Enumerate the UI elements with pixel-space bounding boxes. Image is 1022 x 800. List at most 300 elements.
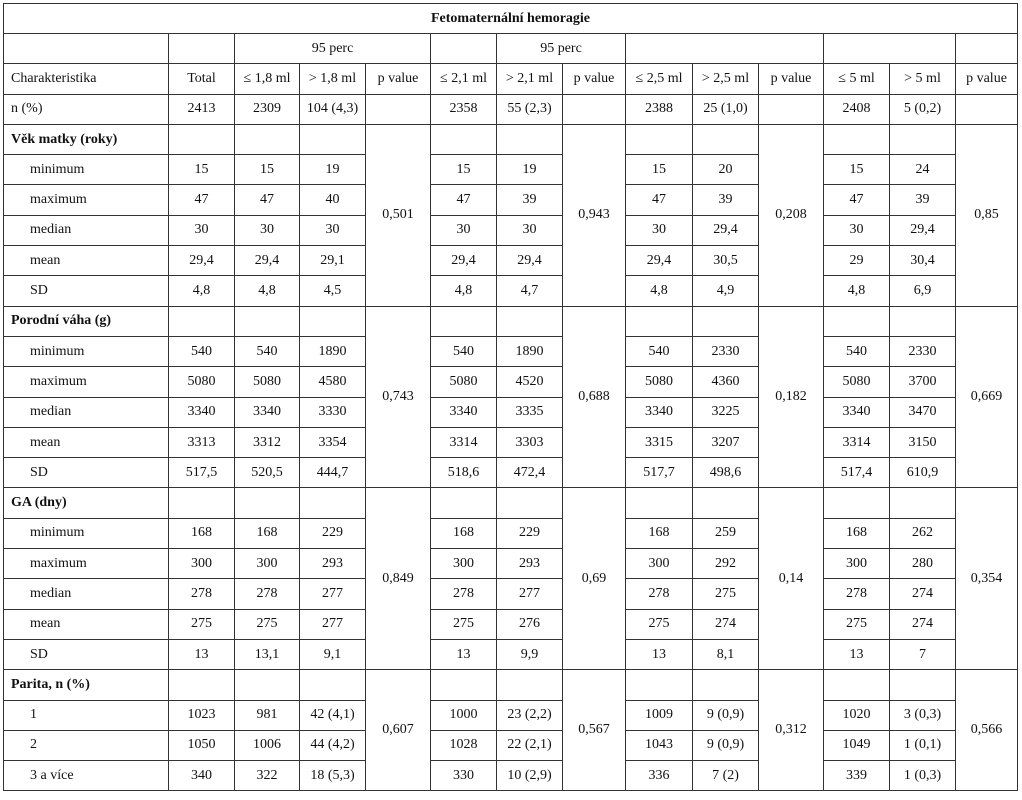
data-cell: 7: [890, 639, 956, 669]
data-cell: 4580: [300, 367, 366, 397]
data-cell: 336: [626, 761, 693, 791]
data-cell: 1890: [497, 336, 563, 366]
data-cell: 3340: [626, 397, 693, 427]
row-label: SD: [4, 276, 169, 306]
p-value-cell: 0,566: [956, 670, 1018, 791]
column-header: p value: [759, 64, 824, 94]
empty-cell: [693, 124, 759, 154]
empty-cell: [890, 670, 956, 700]
empty-cell: [626, 670, 693, 700]
data-cell: 277: [497, 579, 563, 609]
empty-cell: [169, 124, 235, 154]
p-value-cell: 0,354: [956, 488, 1018, 670]
data-cell: 275: [235, 609, 300, 639]
data-cell: 15: [235, 155, 300, 185]
column-header: p value: [366, 64, 431, 94]
data-cell: 1049: [824, 730, 890, 760]
data-cell: 19: [497, 155, 563, 185]
data-cell: 39: [693, 185, 759, 215]
data-cell: 5080: [235, 367, 300, 397]
data-cell: 13: [169, 639, 235, 669]
data-cell: 540: [431, 336, 497, 366]
group-header-95-perc: 95 perc: [235, 34, 431, 64]
p-value-cell: 0,85: [956, 124, 1018, 306]
empty-cell: [890, 124, 956, 154]
row-label: mean: [4, 427, 169, 457]
data-cell: 3340: [431, 397, 497, 427]
empty-cell: [235, 488, 300, 518]
data-cell: 3340: [169, 397, 235, 427]
data-cell: [563, 94, 626, 124]
data-cell: 4,9: [693, 276, 759, 306]
data-cell: 3 (0,3): [890, 700, 956, 730]
table-row: [4, 761, 1018, 791]
data-cell: 3150: [890, 427, 956, 457]
table-row: [4, 458, 1018, 488]
data-cell: 3354: [300, 427, 366, 457]
data-cell: 15: [824, 155, 890, 185]
p-value-cell: 0,208: [759, 124, 824, 306]
data-cell: 44 (4,2): [300, 730, 366, 760]
table-row: [4, 427, 1018, 457]
data-cell: 2330: [693, 336, 759, 366]
data-cell: 340: [169, 761, 235, 791]
data-cell: 444,7: [300, 458, 366, 488]
data-cell: 3335: [497, 397, 563, 427]
data-cell: 3312: [235, 427, 300, 457]
empty-cell: [824, 306, 890, 336]
data-cell: 168: [431, 518, 497, 548]
data-cell: 1023: [169, 700, 235, 730]
data-cell: 9 (0,9): [693, 730, 759, 760]
empty-cell: [497, 670, 563, 700]
column-header: p value: [563, 64, 626, 94]
empty-cell: [169, 670, 235, 700]
data-cell: 18 (5,3): [300, 761, 366, 791]
row-label: maximum: [4, 549, 169, 579]
group-header-blank: [956, 34, 1018, 64]
empty-cell: [431, 670, 497, 700]
data-cell: 1020: [824, 700, 890, 730]
data-cell: 277: [300, 579, 366, 609]
empty-cell: [693, 670, 759, 700]
data-cell: 30,4: [890, 246, 956, 276]
table-row: [4, 518, 1018, 548]
data-cell: 4,8: [169, 276, 235, 306]
data-cell: 540: [824, 336, 890, 366]
data-cell: 292: [693, 549, 759, 579]
data-cell: 1006: [235, 730, 300, 760]
column-header: ≤ 1,8 ml: [235, 64, 300, 94]
data-cell: 229: [497, 518, 563, 548]
data-cell: 30: [300, 215, 366, 245]
data-cell: 29,4: [890, 215, 956, 245]
data-cell: 8,1: [693, 639, 759, 669]
n-row: [4, 94, 1018, 124]
data-cell: 30: [169, 215, 235, 245]
data-cell: 275: [693, 579, 759, 609]
column-header: ≤ 2,5 ml: [626, 64, 693, 94]
data-cell: 6,9: [890, 276, 956, 306]
table-row: [4, 155, 1018, 185]
data-cell: 274: [890, 579, 956, 609]
data-cell: 498,6: [693, 458, 759, 488]
data-cell: 29,1: [300, 246, 366, 276]
empty-cell: [235, 124, 300, 154]
data-cell: 3700: [890, 367, 956, 397]
row-label: median: [4, 579, 169, 609]
data-cell: 168: [824, 518, 890, 548]
column-header: ≤ 5 ml: [824, 64, 890, 94]
p-value-cell: 0,849: [366, 488, 431, 670]
table-row: [4, 367, 1018, 397]
p-value-cell: 0,688: [563, 306, 626, 488]
section-header-row: [4, 124, 1018, 154]
data-cell: 540: [235, 336, 300, 366]
data-cell: 1000: [431, 700, 497, 730]
data-cell: 1890: [300, 336, 366, 366]
data-cell: 29,4: [235, 246, 300, 276]
section-header-row: [4, 306, 1018, 336]
data-cell: 3470: [890, 397, 956, 427]
column-header: ≤ 2,1 ml: [431, 64, 497, 94]
section-header-row: [4, 670, 1018, 700]
row-label: maximum: [4, 367, 169, 397]
empty-cell: [300, 670, 366, 700]
data-cell: 168: [169, 518, 235, 548]
data-cell: 4,5: [300, 276, 366, 306]
data-cell: 274: [890, 609, 956, 639]
data-cell: 3314: [824, 427, 890, 457]
empty-cell: [626, 124, 693, 154]
data-cell: 104 (4,3): [300, 94, 366, 124]
table-row: [4, 215, 1018, 245]
data-cell: 610,9: [890, 458, 956, 488]
data-cell: 2358: [431, 94, 497, 124]
data-cell: 278: [824, 579, 890, 609]
data-cell: 4,8: [626, 276, 693, 306]
table-row: [4, 246, 1018, 276]
row-label: SD: [4, 458, 169, 488]
table-row: [4, 549, 1018, 579]
data-cell: 3303: [497, 427, 563, 457]
data-cell: 278: [235, 579, 300, 609]
p-value-cell: 0,312: [759, 670, 824, 791]
data-cell: 23 (2,2): [497, 700, 563, 730]
data-cell: 42 (4,1): [300, 700, 366, 730]
empty-cell: [890, 306, 956, 336]
data-cell: 540: [169, 336, 235, 366]
empty-cell: [693, 488, 759, 518]
empty-cell: [235, 306, 300, 336]
section-label: GA (dny): [4, 488, 169, 518]
data-cell: 5080: [824, 367, 890, 397]
data-cell: 518,6: [431, 458, 497, 488]
data-cell: 262: [890, 518, 956, 548]
data-cell: 29,4: [169, 246, 235, 276]
data-cell: 981: [235, 700, 300, 730]
data-cell: 29,4: [431, 246, 497, 276]
data-cell: 330: [431, 761, 497, 791]
group-header-blank: [431, 34, 497, 64]
data-cell: 47: [431, 185, 497, 215]
data-cell: [759, 94, 824, 124]
empty-cell: [626, 306, 693, 336]
title-row: [4, 4, 1018, 34]
data-cell: 4520: [497, 367, 563, 397]
data-cell: 13: [824, 639, 890, 669]
data-cell: 39: [497, 185, 563, 215]
column-header: > 5 ml: [890, 64, 956, 94]
data-cell: 20: [693, 155, 759, 185]
data-cell: 517,4: [824, 458, 890, 488]
data-cell: 15: [431, 155, 497, 185]
fetomaternal-hemorrhage-table: [3, 3, 1018, 791]
data-cell: 4,8: [235, 276, 300, 306]
data-cell: 278: [626, 579, 693, 609]
data-cell: 13: [626, 639, 693, 669]
empty-cell: [693, 306, 759, 336]
data-cell: 1009: [626, 700, 693, 730]
data-cell: 47: [235, 185, 300, 215]
data-cell: 275: [169, 609, 235, 639]
data-cell: 293: [300, 549, 366, 579]
table-row: [4, 336, 1018, 366]
data-cell: 339: [824, 761, 890, 791]
data-cell: 3314: [431, 427, 497, 457]
data-cell: 322: [235, 761, 300, 791]
row-label: n (%): [4, 94, 169, 124]
data-cell: 2413: [169, 94, 235, 124]
row-label: 1: [4, 700, 169, 730]
p-value-cell: 0,567: [563, 670, 626, 791]
table-row: [4, 579, 1018, 609]
data-cell: 3330: [300, 397, 366, 427]
data-cell: 3340: [235, 397, 300, 427]
column-header: > 1,8 ml: [300, 64, 366, 94]
row-label: maximum: [4, 185, 169, 215]
data-cell: 1043: [626, 730, 693, 760]
data-cell: 15: [169, 155, 235, 185]
table-row: [4, 276, 1018, 306]
data-cell: 2330: [890, 336, 956, 366]
data-cell: 47: [169, 185, 235, 215]
data-cell: 24: [890, 155, 956, 185]
data-cell: 25 (1,0): [693, 94, 759, 124]
data-cell: 30: [497, 215, 563, 245]
empty-cell: [169, 306, 235, 336]
p-value-cell: 0,501: [366, 124, 431, 306]
data-cell: 9 (0,9): [693, 700, 759, 730]
data-cell: 1050: [169, 730, 235, 760]
data-cell: 520,5: [235, 458, 300, 488]
group-header-blank: [824, 34, 956, 64]
empty-cell: [824, 670, 890, 700]
row-label: minimum: [4, 336, 169, 366]
empty-cell: [824, 488, 890, 518]
table-row: [4, 609, 1018, 639]
data-cell: 3313: [169, 427, 235, 457]
group-header-blank: [169, 34, 235, 64]
row-label: median: [4, 215, 169, 245]
group-header-blank: [626, 34, 824, 64]
data-cell: 1 (0,1): [890, 730, 956, 760]
data-cell: 275: [431, 609, 497, 639]
empty-cell: [169, 488, 235, 518]
data-cell: 30: [235, 215, 300, 245]
data-cell: 278: [431, 579, 497, 609]
empty-cell: [626, 488, 693, 518]
group-header-row: [4, 34, 1018, 64]
column-header: Charakteristika: [4, 64, 169, 94]
data-cell: 300: [169, 549, 235, 579]
data-cell: 293: [497, 549, 563, 579]
p-value-cell: 0,182: [759, 306, 824, 488]
data-cell: 29: [824, 246, 890, 276]
row-label: median: [4, 397, 169, 427]
data-cell: [956, 94, 1018, 124]
data-cell: 4360: [693, 367, 759, 397]
data-cell: 5080: [169, 367, 235, 397]
group-header-95-perc: 95 perc: [497, 34, 626, 64]
data-cell: 4,8: [824, 276, 890, 306]
row-label: mean: [4, 246, 169, 276]
data-cell: 22 (2,1): [497, 730, 563, 760]
data-cell: 1 (0,3): [890, 761, 956, 791]
section-label: Porodní váha (g): [4, 306, 169, 336]
empty-cell: [300, 124, 366, 154]
table-row: [4, 185, 1018, 215]
data-cell: [366, 94, 431, 124]
data-cell: 30: [824, 215, 890, 245]
data-cell: 19: [300, 155, 366, 185]
data-cell: 47: [824, 185, 890, 215]
table-row: [4, 639, 1018, 669]
data-cell: 275: [824, 609, 890, 639]
data-cell: 5080: [626, 367, 693, 397]
data-cell: 55 (2,3): [497, 94, 563, 124]
empty-cell: [431, 488, 497, 518]
data-cell: 15: [626, 155, 693, 185]
data-cell: 3315: [626, 427, 693, 457]
empty-cell: [431, 306, 497, 336]
empty-cell: [300, 306, 366, 336]
data-cell: 5080: [431, 367, 497, 397]
column-header-row: [4, 64, 1018, 94]
data-cell: 472,4: [497, 458, 563, 488]
table-title: Fetomaternální hemoragie: [4, 4, 1018, 34]
data-cell: 47: [626, 185, 693, 215]
row-label: minimum: [4, 155, 169, 185]
data-cell: 300: [824, 549, 890, 579]
data-cell: 280: [890, 549, 956, 579]
column-header: > 2,1 ml: [497, 64, 563, 94]
empty-cell: [235, 670, 300, 700]
data-cell: 4,7: [497, 276, 563, 306]
data-cell: 30,5: [693, 246, 759, 276]
data-cell: 278: [169, 579, 235, 609]
data-cell: 3225: [693, 397, 759, 427]
data-cell: 5 (0,2): [890, 94, 956, 124]
empty-cell: [497, 124, 563, 154]
data-cell: 4,8: [431, 276, 497, 306]
data-cell: 274: [693, 609, 759, 639]
p-value-cell: 0,14: [759, 488, 824, 670]
column-header: > 2,5 ml: [693, 64, 759, 94]
data-cell: 10 (2,9): [497, 761, 563, 791]
data-cell: 1028: [431, 730, 497, 760]
empty-cell: [890, 488, 956, 518]
data-cell: 2388: [626, 94, 693, 124]
data-cell: 3207: [693, 427, 759, 457]
empty-cell: [497, 306, 563, 336]
data-cell: 275: [626, 609, 693, 639]
data-cell: 540: [626, 336, 693, 366]
data-cell: 9,9: [497, 639, 563, 669]
p-value-cell: 0,69: [563, 488, 626, 670]
data-cell: 300: [626, 549, 693, 579]
column-header: p value: [956, 64, 1018, 94]
row-label: 2: [4, 730, 169, 760]
data-cell: 13: [431, 639, 497, 669]
section-label: Parita, n (%): [4, 670, 169, 700]
empty-cell: [824, 124, 890, 154]
row-label: mean: [4, 609, 169, 639]
data-cell: 517,5: [169, 458, 235, 488]
data-cell: 300: [431, 549, 497, 579]
data-cell: 229: [300, 518, 366, 548]
table-row: [4, 730, 1018, 760]
column-header: Total: [169, 64, 235, 94]
group-header-blank: [4, 34, 169, 64]
p-value-cell: 0,607: [366, 670, 431, 791]
data-cell: 30: [431, 215, 497, 245]
row-label: 3 a více: [4, 761, 169, 791]
data-cell: 9,1: [300, 639, 366, 669]
data-cell: 29,4: [626, 246, 693, 276]
data-cell: 30: [626, 215, 693, 245]
section-label: Věk matky (roky): [4, 124, 169, 154]
p-value-cell: 0,669: [956, 306, 1018, 488]
data-cell: 517,7: [626, 458, 693, 488]
empty-cell: [300, 488, 366, 518]
data-cell: 7 (2): [693, 761, 759, 791]
data-cell: 2408: [824, 94, 890, 124]
table-row: [4, 397, 1018, 427]
data-cell: 276: [497, 609, 563, 639]
p-value-cell: 0,743: [366, 306, 431, 488]
data-cell: 3340: [824, 397, 890, 427]
p-value-cell: 0,943: [563, 124, 626, 306]
row-label: minimum: [4, 518, 169, 548]
table-row: [4, 700, 1018, 730]
section-header-row: [4, 488, 1018, 518]
data-cell: 277: [300, 609, 366, 639]
data-cell: 2309: [235, 94, 300, 124]
row-label: SD: [4, 639, 169, 669]
empty-cell: [497, 488, 563, 518]
data-cell: 29,4: [497, 246, 563, 276]
data-cell: 39: [890, 185, 956, 215]
data-cell: 168: [626, 518, 693, 548]
data-cell: 40: [300, 185, 366, 215]
data-cell: 259: [693, 518, 759, 548]
data-cell: 168: [235, 518, 300, 548]
data-cell: 13,1: [235, 639, 300, 669]
empty-cell: [431, 124, 497, 154]
data-cell: 29,4: [693, 215, 759, 245]
data-cell: 300: [235, 549, 300, 579]
